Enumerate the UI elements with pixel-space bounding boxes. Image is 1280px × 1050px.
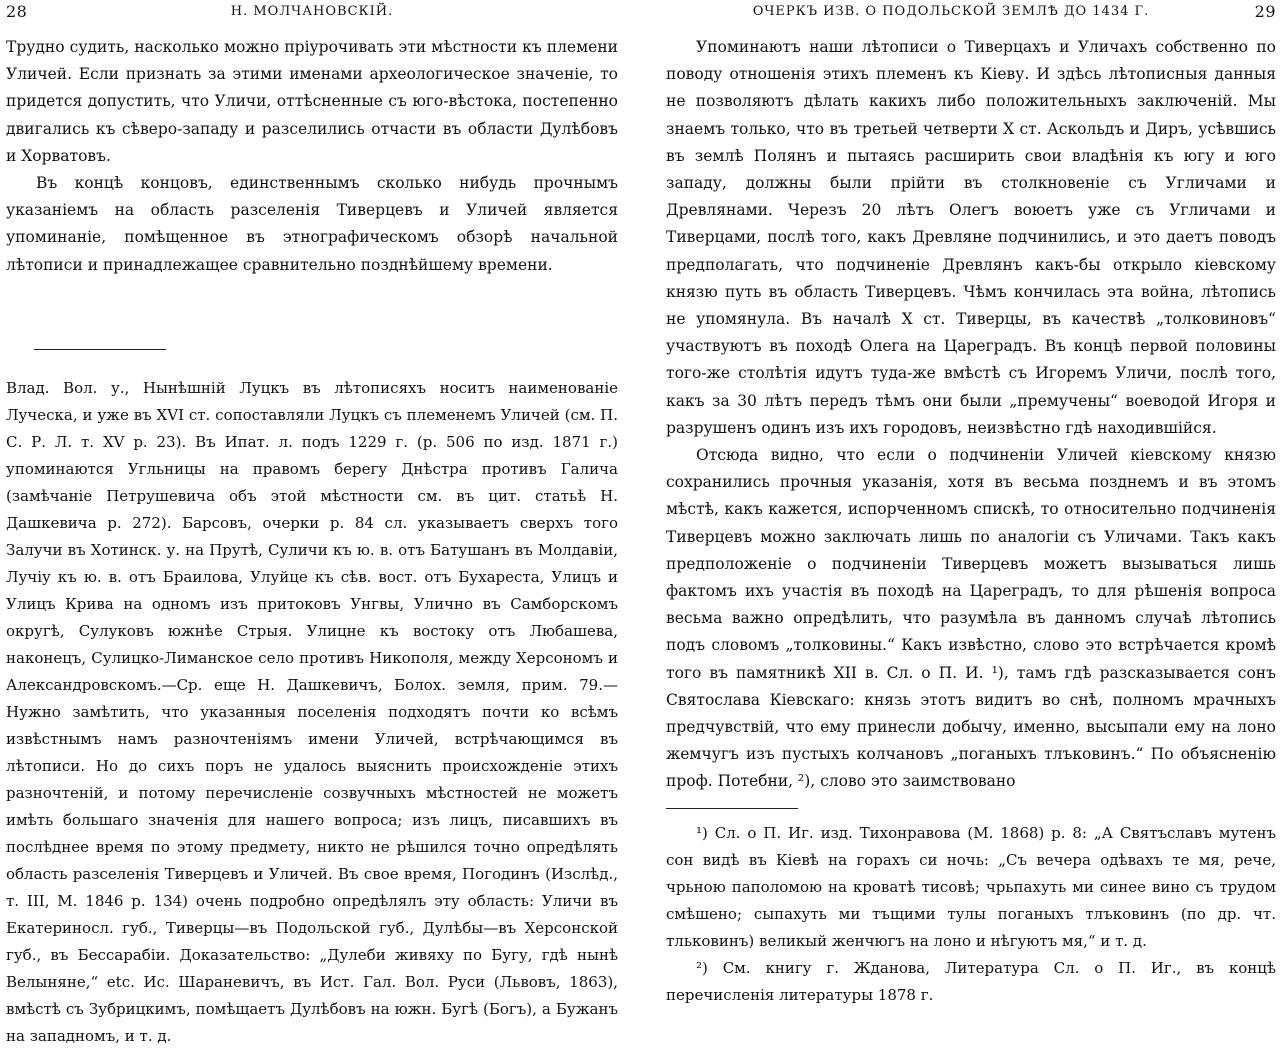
right-page-body — [666, 34, 1276, 796]
right-paragraph-2: Отсюда видно, что если о подчиненіи Уличей кіевскому князю сохранились прочныя указанія, хотя въ весьма позднемъ и въ этомъ мѣстѣ, какъ кажется, испорченномъ спискѣ, то относительно подчиненія Тиверцевъ можно заключать лишь по аналогіи съ Уличами. Такъ какъ предположеніе о подчиненіи Тиверцевъ можетъ вызываться лишь фактомъ ихъ участія въ походѣ на Цареградъ, то для рѣшенія вопроса весьма важно опредѣлить, что разумѣла въ данномъ случаѣ лѣтопись подъ словомъ „толковины.“ Какъ извѣстно, слово это встрѣчается кромѣ того въ памятникѣ XII в. Сл. о П. И. ¹), тамъ гдѣ разсказывается сонъ Святослава Кіевскаго: князь этотъ видитъ во снѣ, полномъ мрачныхъ предчувствій, что ему принесли добычу, именно, высыпали ему на лоно жемчугъ изъ пустыхъ колчановъ „поганыхъ тлъковинъ.“ По объясненію проф. Потебни, ²), слово это заимствовано — [666, 446, 1276, 791]
left-paragraph-2: Въ концѣ концовъ, единственнымъ сколько нибудь прочнымъ указаніемъ на область разселенія Тиверцевъ и Уличей является упоминаніе, помѣщенное въ этнографическомъ обзорѣ начальной лѣтописи и принадлежащее сравнительно позднѣйшему времени. — [6, 174, 618, 274]
left-footnote-rule — [34, 349, 166, 350]
left-page-number: 28 — [6, 2, 28, 21]
right-footnote-1: ¹) Сл. о П. Иг. изд. Тихонравова (М. 1868) р. 8: „А Святъславъ мутенъ сон видѣ въ Кіевѣ на горахъ си ночь: „Съ вечера одѣвахъ те мя, рече, чрьною паполомою на кроватѣ тисовѣ; чрьпахуть ми синее вино съ трудом смѣшено; сыпахуть ми тъщими тулы поганыхъ тлъковинъ (по др. чт. тльковинъ) великый женчюгъ на лоно и нѣгуютъ мя,“ и т. д. — [666, 824, 1276, 950]
left-footnotes — [6, 375, 618, 1050]
left-footnote: Влад. Вол. у., Нынѣшній Луцкъ въ лѣтописяхъ носитъ наименованіе Луческа, и уже въ XVI ст. сопоставляли Луцкъ съ племенемъ Уличей (см. П. С. Р. Л. т. XV р. 23). Въ Ипат. л. подъ 1229 г. (р. 506 по изд. 1871 г.) упоминаются Угльницы на правомъ берегу Днѣстра противъ Галича (замѣчаніе Петрушевича объ этой мѣстности см. въ цит. статьѣ Н. Дашкевича р. 272). Барсовъ, очерки р. 84 сл. указываетъ сверхъ того Залучи въ Хотинск. у. на Прутѣ, Суличи къ ю. в. отъ Батушанъ въ Молдавіи, Лучіу къ ю. в. отъ Браилова, Улуйце къ сѣв. вост. отъ Бухареста, Улицъ и Улицъ Крива на одномъ изъ притоковъ Унгвы, Улично въ Самборскомъ округѣ, Сулуковъ южнѣе Стрыя. Улицне къ востоку отъ Любашева, наконецъ, Сулицко-Лиманское село противъ Никополя, между Херсономъ и Александровскомъ.—Ср. еще Н. Дашкевичъ, Болох. земля, прим. 79.— Нужно замѣтить, что указанныя поселенія подходятъ почти ко всѣмъ извѣстнымъ намъ разночтеніямъ имени Уличей, встрѣчающимся въ лѣтописи. Но до сихъ поръ не удалось выяснить происхожденіе этихъ разночтеній, и потому перечисленіе созвучныхъ мѣстностей не можетъ имѣть большаго значенія для нашего вопроса; изъ лицъ, писавшихъ въ послѣднее время по этому предмету, никто не рѣшился точно опредѣлять область разселенія Тиверцевъ и Уличей. Въ свое время, Погодинъ (Изслѣд., т. III, М. 1846 р. 134) очень подробно опредѣлялъ эту область: Уличи въ Екатериносл. губ., Тиверцы—въ Подольской губ., Дулѣбы—въ Херсонской губ., въ Бессарабіи. Доказательство: „Дулеби живяху по Бугу, гдѣ нынѣ Велыняне,“ etc. Ис. Шараневичъ, въ Ист. Гал. Вол. Руси (Львовъ, 1863), вмѣстѣ съ Зубрицкимъ, помѣщаетъ Дулѣбовъ на южн. Бугѣ (Богъ), а Бужанъ на западномъ, и т. д. — [6, 379, 618, 1045]
left-page-header — [6, 2, 618, 26]
right-page — [666, 0, 1276, 1033]
left-paragraph-1: Трудно судить, насколько можно пріурочивать эти мѣстности къ племени Уличей. Если признать за этими именами археологическое значеніе, то придется допустить, что Уличи, оттѣсненные съ юго-вѣстока, постепенно двигались къ сѣверо-западу и разселились отчасти въ области Дулѣбовъ и Хорватовъ. — [6, 38, 618, 165]
right-footnote-2: ²) См. книгу г. Жданова, Литература Сл. о П. Иг., въ концѣ перечисленія литературы 1878 г. — [666, 959, 1276, 1004]
right-paragraph-1: Упоминаютъ наши лѣтописи о Тиверцахъ и Уличахъ собственно по поводу отношенія этихъ племенъ къ Кіеву. И здѣсь лѣтописныя данныя не позволяютъ дѣлать какихъ либо положительныхъ заключеній. Мы знаемъ только, что въ третьей четверти X ст. Аскольдъ и Диръ, усѣвшись въ землѣ Полянъ и пытаясь расширить свои владѣнія къ югу и юго западу, должны были прійти въ столкновеніе съ Угличами и Древлянами. Черезъ 20 лѣтъ Олегъ воюетъ уже съ Угличами и Тиверцами, послѣ того, какъ Древляне подчинились, и это даетъ поводъ предполагать, что подчиненіе Древлянъ какъ-бы открыло кіевскому князю путь въ область Тиверцевъ. Чѣмъ кончилась эта война, лѣтопись не упомянула. Въ началѣ X ст. Тиверцы, въ качествѣ „толковиновъ“ участвуютъ въ походѣ Олега на Цареградъ. Въ концѣ первой половины того-же столѣтія идутъ туда-же вмѣстѣ съ Игоремъ Уличи, послѣ того, какъ за 30 лѣтъ передъ тѣмъ они были „премучены“ воеводой Игоря и разрушенъ одинъ изъ ихъ городовъ, неизвѣстно гдѣ находившійся. — [666, 38, 1276, 437]
left-page-body — [6, 34, 618, 279]
right-page-header — [666, 2, 1276, 26]
right-footnote-rule — [666, 808, 798, 809]
right-page-number: 29 — [1254, 2, 1276, 21]
right-running-head: ОЧЕРКЪ ИЗВ. О ПОДОЛЬСКОЙ ЗЕМЛѢ ДО 1434 Г. — [752, 4, 1150, 19]
left-page — [6, 0, 618, 1045]
left-running-head: Н. МОЛЧАНОВСКІЙ. — [230, 4, 394, 19]
right-footnotes — [666, 820, 1276, 1009]
